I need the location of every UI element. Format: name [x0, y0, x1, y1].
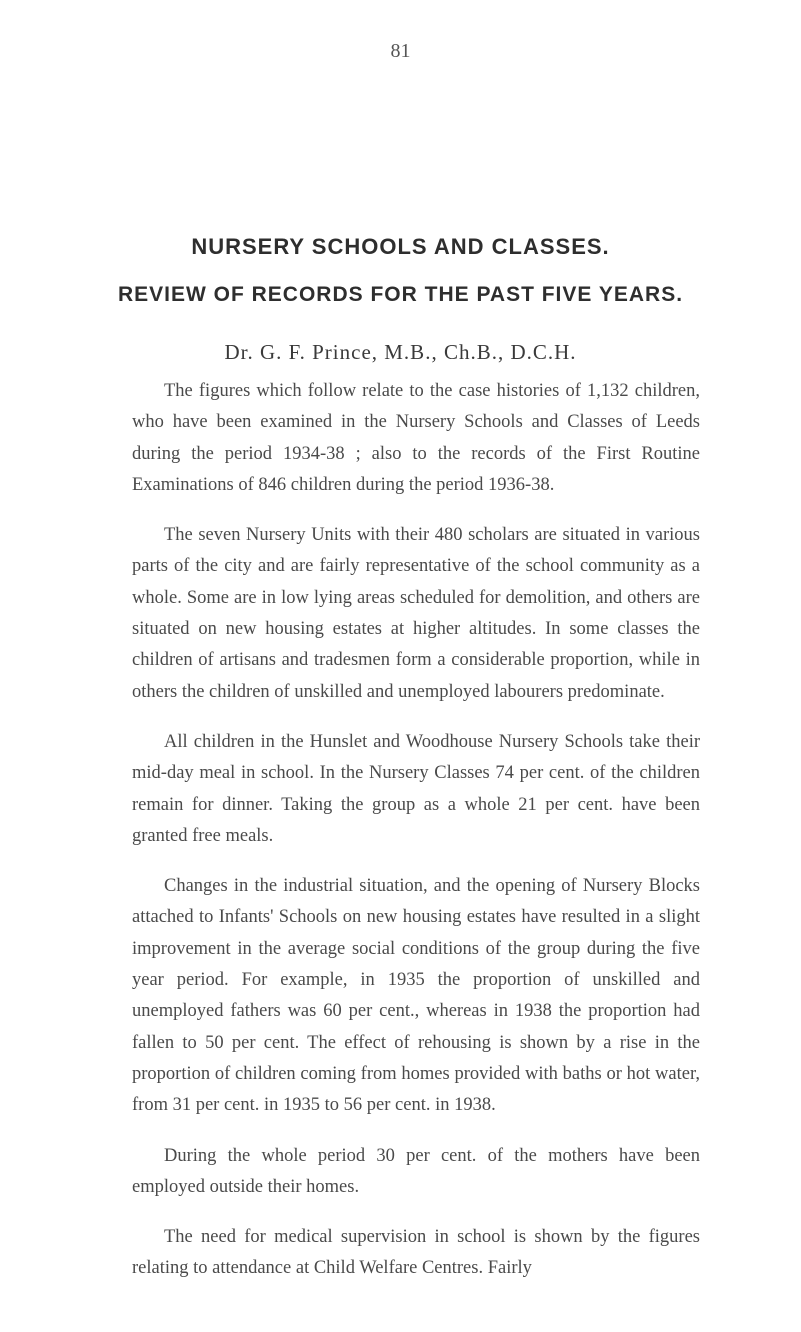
paragraph: The seven Nursery Units with their 480 scholars are situated in various parts of the city and are fairly representative of the school community as a whole. Some are in low lying areas scheduled for demolition, and others are situated on new housing estates at higher altitudes. In some classes the children of artisans and tradesmen form a considerable proportion, while in others the children of unskilled and unemployed labourers predominate.	[132, 525, 700, 702]
paragraph: Changes in the industrial situation, and the opening of Nursery Blocks attached to Infants' Schools on new housing estates have resulted in a slight improvement in the average social conditions of the group during the five year period. For example, in 1935 the proportion of unskilled and unemployed fathers was 60 per cent., whereas in 1938 the proportion had fallen to 50 per cent. The effect of rehousing is shown by a rise in the proportion of children coming from homes provided with baths or hot water, from 31 per cent. in 1935 to 56 per cent. in 1938.	[132, 876, 700, 1116]
paragraph: All children in the Hunslet and Woodhouse Nursery Schools take their mid-day meal in school. In the Nursery Classes 74 per cent. of the children remain for dinner. Taking the group as a whole 21 per cent. have been granted free meals.	[132, 731, 700, 846]
section-title: NURSERY SCHOOLS AND CLASSES.	[191, 234, 610, 259]
page-number: 81	[390, 40, 411, 62]
paragraph: The need for medical supervision in school is shown by the figures relating to attendance at Child Welfare Centres. Fairly	[132, 1227, 700, 1279]
body-text	[132, 376, 700, 1304]
paragraph: The figures which follow relate to the case histories of 1,132 children, who have been examined in the Nursery Schools and Classes of Leeds during the period 1934-38 ; also to the records of the First Routine Examinations of 846 children during the period 1936-38.	[132, 381, 700, 495]
author-line: Dr. G. F. Prince, M.B., Ch.B., D.C.H.	[224, 340, 577, 364]
section-subtitle: REVIEW OF RECORDS FOR THE PAST FIVE YEARS.	[117, 283, 684, 306]
paragraph: During the whole period 30 per cent. of the mothers have been employed outside their homes.	[132, 1145, 700, 1197]
